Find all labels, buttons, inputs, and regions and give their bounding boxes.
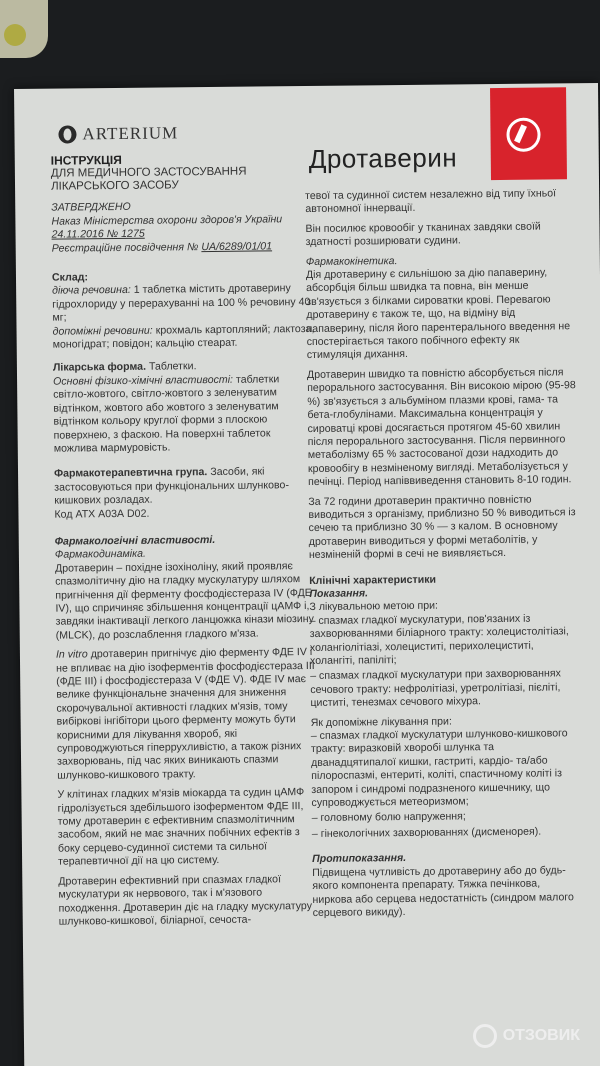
blister-pack	[0, 0, 48, 58]
auxiliary-item: – гінекологічних захворюваннях (дисменорея).	[311, 825, 542, 840]
pharmacology-heading: Фармакологічні властивості.	[54, 533, 216, 548]
doc-subtitle-2: ЛІКАРСЬКОГО ЗАСОБУ	[50, 179, 179, 194]
atc-code: Код АТХ А03А D02.	[54, 507, 150, 521]
pharmacology-p4: Дротаверин ефективний при спазмах гладкої мускулатури як нервового, так і м'язового походження. Дротаверин діє на гладку мускулатуру шлунково-кишкової, біліарної, сечоста-	[58, 872, 313, 928]
form-value: Таблетки.	[148, 360, 197, 374]
approval-date: 24.11.2016 № 1275	[51, 227, 145, 241]
contraindications-text: Підвищена чутливість до дротаверину або до будь-якого компонента препарату. Тяжка печінкова, ниркова або серцева недостатність (синдром малого серцевого викиду).	[312, 864, 574, 919]
physico-chemical-text: таблетки світло-жовтого, світло-жовтого з зеленуватим відтінком, жовтого або жовтого з зеленуватим відтінком кольору круглої форми з плоскою поверхнею, з фаскою. На поверхні таблеток можлива мармуровість.	[53, 373, 280, 455]
clinical-heading: Клінічні характеристики	[309, 573, 437, 587]
pharmacology-p1: Дротаверин – похідне ізохіноліну, який проявляє спазмолітичну дію на гладку мускулатуру шляхом пригнічення дії ферменту фосфодієстераза IV (ФДЕ IV), що спричиняє збільшення концентрації цАМФ і, завдяки інактивації легкого ланцюжка кінази міозину (MLCK), до розслаблення гладкого м'яза.	[54, 559, 314, 642]
pharmacology-p3: У клітинах гладких м'язів міокарда та судин цАМФ гідролізується здебільшого ізоферментом ФДЕ III, тому дротаверин є ефективним спазмолітичним засобом, який не має значних побічних ефектів з боку серцево-судинної системи та сильної терапевтичної дії на цю систему.	[57, 786, 305, 868]
left-column	[51, 152, 321, 935]
pharmacokinetics-p2: Дротаверин швидко та повністю абсорбується після перорального застосування. Він високою мірою (95-98 %) зв'язується з альбуміном плазми крові, гама- та бета-глобулінами. Максимальна концентрація у сироватці крові досягається протягом 45-60 хвилин після перорального застосування. Після первинного метаболізму 65 % застосованої дози надходить до кровообігу в незміненому вигляді. Метаболізується у печінці. Період напіввиведення становить 8-10 годин.	[306, 366, 576, 489]
auxiliary-item: – головному болю напруження;	[311, 810, 466, 825]
excipients-text: крохмаль картопляний; лактоза, моногідрат; повідон; кальцію стеарат.	[52, 322, 315, 351]
approved-label: ЗАТВЕРДЖЕНО	[51, 201, 131, 215]
company-logo	[58, 123, 178, 144]
pharmgroup-text: Засоби, які застосовуються при функціональних шлунково-кишкових розладах.	[54, 465, 290, 507]
physico-chemical-label: Основні фізико-хімічні властивості:	[53, 373, 234, 388]
indications-intro: З лікувальною метою при:	[309, 600, 439, 614]
drug-name: Дротаверин	[308, 142, 458, 174]
in-vitro-label: In vitro	[55, 648, 88, 661]
red-brand-box	[490, 87, 567, 180]
indication-item: – спазмах гладкої мускулатури при захворюваннях сечового тракту: нефролітіазі, уретролітіазі, пієліті, циститі, тенезмах сечового міхура.	[310, 667, 561, 710]
approval-order: Наказ Міністерства охорони здоров'я України	[51, 213, 283, 228]
spasm-icon	[506, 118, 540, 152]
active-substance-label: діюча речовина:	[52, 284, 131, 298]
composition-heading: Склад:	[51, 271, 89, 284]
indication-item: – спазмах гладкої мускулатури, пов'язаних із захворюваннями біліарного тракту: холецистолітіазі, холангіолітіазі, холециститі, перихолециститі, холангіті, папіліті;	[309, 612, 569, 667]
right-p0: тевої та судинної систем незалежно від типу їхньої автономної іннервації.	[305, 187, 557, 216]
pharmacokinetics-p1: Дія дротаверину є сильнішою за дію папаверину, абсорбція більш швидка та повна, він менше зв'язується з білками сироватки крові. Перевагою дротаверину є також те, що, на відміну від папаверину, після його парентерального введення не спостерігається такого побічного ефекту як стимуляція дихання.	[305, 266, 571, 362]
doc-title: ІНСТРУКЦІЯ	[50, 152, 122, 168]
pharmacokinetics-p3: За 72 години дротаверин практично повністю виводиться з організму, приблизно 50 % виводиться із сечею та приблизно 30 % — з калом. В основному дротаверин виводиться у формі метаболітів, у незміненій формі в сечі не виявляється.	[308, 493, 576, 562]
registration-number: UA/6289/01/01	[201, 239, 273, 253]
arterium-logo-icon	[58, 125, 76, 143]
indications-heading: Показання.	[309, 587, 369, 600]
contraindications-heading: Протипоказання.	[312, 852, 407, 866]
watermark-text: ОТЗОВИК	[502, 1027, 580, 1044]
pharmacokinetics-heading: Фармакокінетика.	[305, 254, 398, 268]
active-substance-text: 1 таблетка містить дротаверину гідрохлориду у перерахуванні на 100 % речовину 40 мг;	[52, 282, 311, 324]
auxiliary-item: – спазмах гладкої мускулатури шлунково-кишкового тракту: виразковій хворобі шлунка та дванадцятипалої кишки, гастриті, кардіо- та/або пілороспазмі, ентериті, коліті, спастичному коліті із запором і синдромі подразненого кишечнику, що супроводжується метеоризмом;	[310, 727, 568, 810]
instruction-leaflet	[14, 83, 600, 1066]
excipients-label: допоміжні речовини:	[52, 324, 153, 338]
right-p1: Він посилює кровообіг у тканинах завдяки своїй здатності розширювати судини.	[305, 220, 541, 249]
company-name: ARTERIUM	[82, 123, 179, 144]
pharmgroup-heading: Фармакотерапевтична група.	[53, 466, 208, 480]
tablet	[4, 24, 26, 46]
otzovik-logo-icon	[473, 1024, 497, 1048]
watermark	[473, 1024, 580, 1048]
pharmacology-p2: дротаверин пригнічує дію ферменту ФДЕ IV і не впливає на дію ізоферментів фосфодієстераза III (ФДЕ III) і фосфодієстераза V (ФДЕ V). ФДЕ IV має велике функціональне значення для зниження скорочувальної активності гладких м'язів, тому вибіркові інгібітори цього ферменту можуть бути корисними для лікування хвороб, які супроводжуються гіперрухливістю, а також різних захворювань, під час яких виникають спазми шлунково-кишкового тракту.	[56, 646, 315, 782]
form-heading: Лікарська форма.	[52, 361, 147, 375]
auxiliary-intro: Як допоміжне лікування при:	[310, 715, 452, 729]
doc-subtitle-1: ДЛЯ МЕДИЧНОГО ЗАСТОСУВАННЯ	[50, 166, 247, 181]
pharmacodynamics-heading: Фармакодинаміка.	[54, 548, 147, 561]
right-column	[305, 187, 583, 926]
registration-label: Реєстраційне посвідчення №	[51, 240, 199, 255]
